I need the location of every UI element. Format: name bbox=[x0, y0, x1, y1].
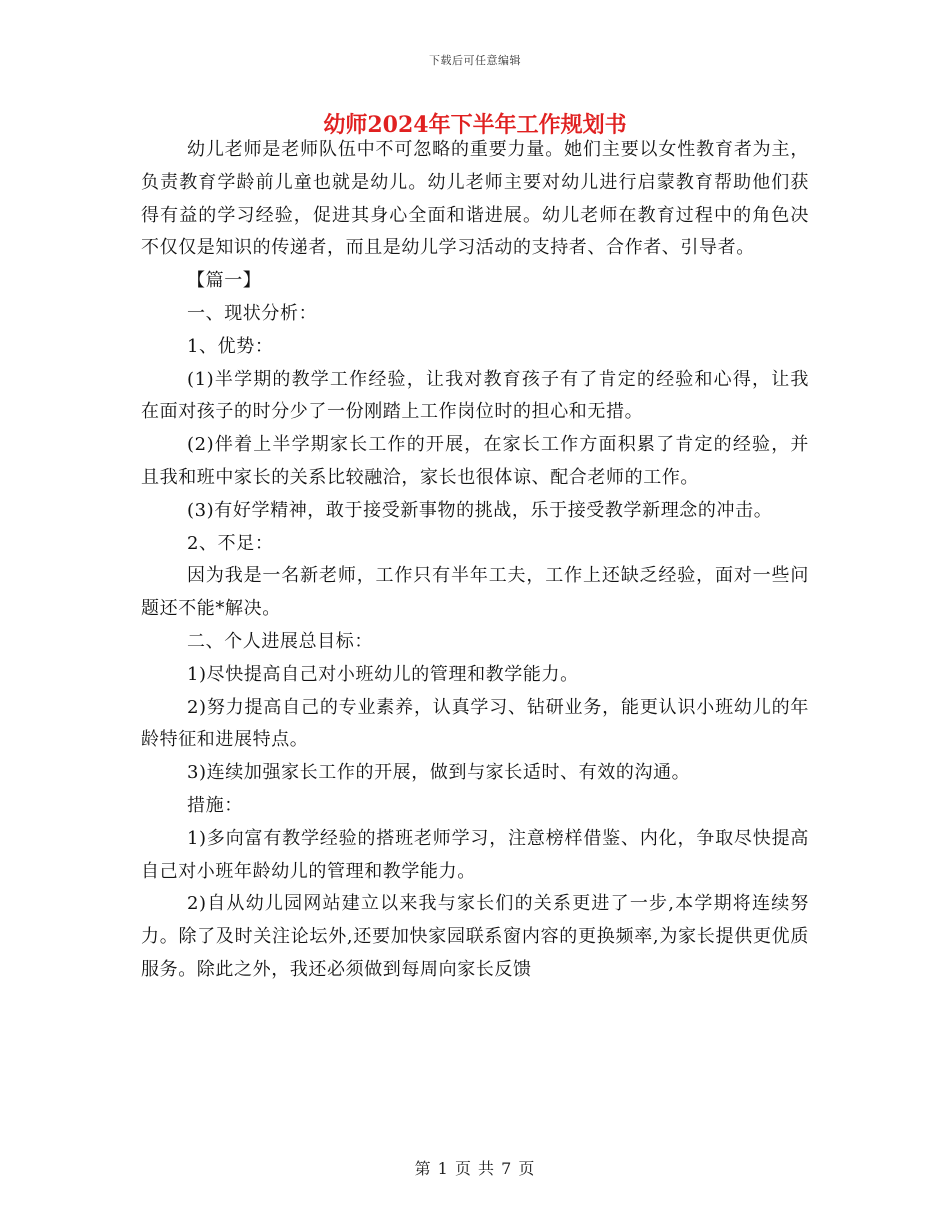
goal-item-1: 1)尽快提高自己对小班幼儿的管理和教学能力。 bbox=[187, 663, 579, 685]
measure-item-1: 1)多向富有教学经验的搭班老师学习，注意榜样借鉴、内化，争取尽快提高自己对小班年龄幼儿的管理和教学能力。 bbox=[141, 827, 809, 882]
goal-item-2: 2)努力提高自己的专业素养，认真学习、钻研业务，能更认识小班幼儿的年龄特征和进展特点。 bbox=[141, 696, 809, 751]
page-number-footer: 第 1 页 共 7 页 bbox=[414, 1159, 536, 1178]
heading-current-analysis: 一、现状分析： bbox=[187, 302, 318, 324]
heading-strengths: 1、优势： bbox=[187, 335, 274, 357]
page-header-note: 下载后可任意编辑 bbox=[429, 54, 521, 67]
document-body bbox=[141, 134, 809, 987]
section-heading-part-one: 【篇一】 bbox=[187, 270, 262, 292]
measure-item-2: 2)自从幼儿园网站建立以来我与家长们的关系更进了一步,本学期将连续努力。除了及时关注论坛外,还要加快家园联系窗内容的更换频率,为家长提供更优质服务。除此之外，我还必须做到每周向家长反馈 bbox=[141, 893, 809, 980]
heading-overall-goals: 二、个人进展总目标： bbox=[187, 630, 373, 652]
strength-item-1: (1)半学期的教学工作经验，让我对教育孩子有了肯定的经验和心得，让我在面对孩子的时分少了一份刚踏上工作岗位时的担心和无措。 bbox=[141, 368, 809, 423]
intro-paragraph: 幼儿老师是老师队伍中不可忽略的重要力量。她们主要以女性教育者为主，负责教育学龄前儿童也就是幼儿。幼儿老师主要对幼儿进行启蒙教育帮助他们获得有益的学习经验，促进其身心全面和谐进展。幼儿老师在教育过程中的角色决不仅仅是知识的传递者，而且是幼儿学习活动的支持者、合作者、引导者。 bbox=[141, 139, 809, 259]
heading-weaknesses: 2、不足： bbox=[187, 532, 274, 554]
document-title: 幼师2024年下半年工作规划书 bbox=[323, 112, 627, 138]
strength-item-3: (3)有好学精神，敢于接受新事物的挑战，乐于接受教学新理念的冲击。 bbox=[187, 499, 773, 521]
strength-item-2: (2)伴着上半学期家长工作的开展，在家长工作方面积累了肯定的经验，并且我和班中家长的关系比较融洽，家长也很体谅、配合老师的工作。 bbox=[141, 434, 809, 488]
heading-measures: 措施： bbox=[187, 794, 243, 816]
weakness-paragraph: 因为我是一名新老师，工作只有半年工夫，工作上还缺乏经验，面对一些问题还不能*解决。 bbox=[141, 565, 809, 620]
goal-item-3: 3)连续加强家长工作的开展，做到与家长适时、有效的沟通。 bbox=[187, 762, 691, 784]
